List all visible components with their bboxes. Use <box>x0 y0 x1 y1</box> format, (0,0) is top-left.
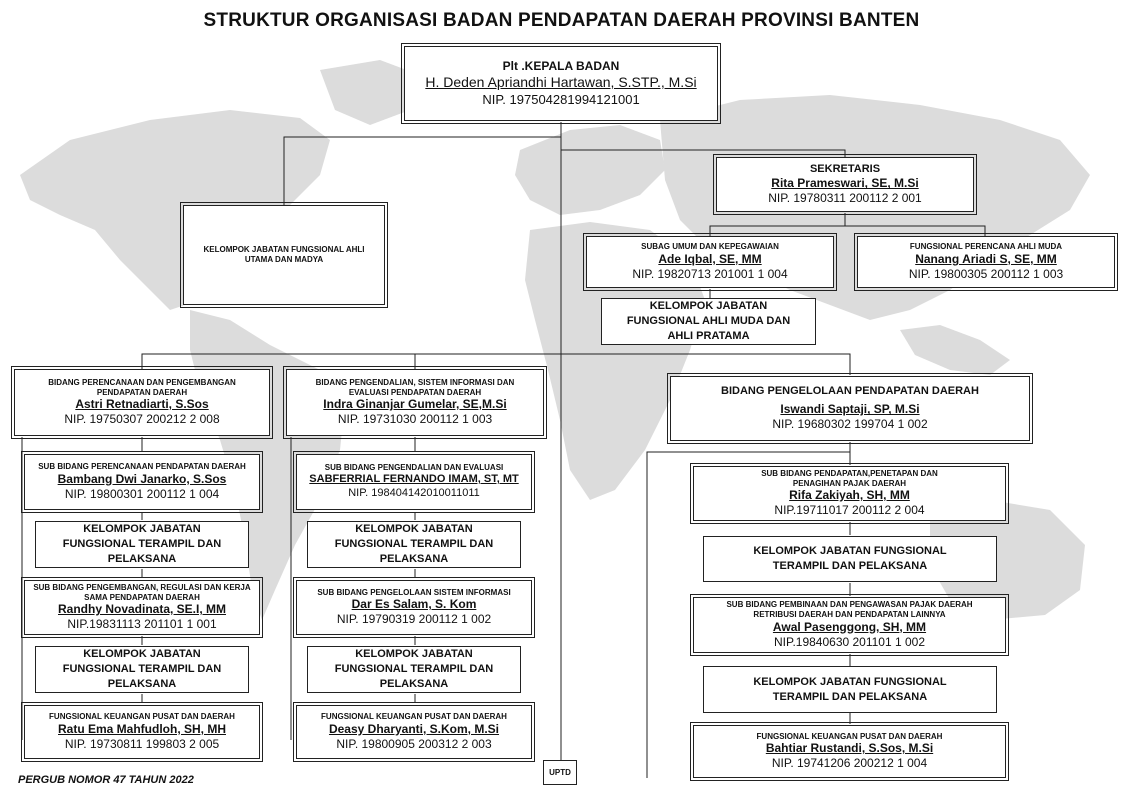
kjf-utama-label: KELOMPOK JABATAN FUNGSIONAL AHLI UTAMA DAN MADYA <box>203 245 365 264</box>
sub-penetapan-nip: NIP.19711017 200112 2 004 <box>774 503 925 518</box>
sub-perencanaan-nip: NIP. 19800301 200112 1 004 <box>64 486 220 501</box>
page-title: STRUKTUR ORGANISASI BADAN PENDAPATAN DAERAH PROVINSI BANTEN <box>203 10 920 31</box>
sub-pembinaan-position: SUB BIDANG PEMBINAAN DAN PENGAWASAN PAJAK DAERAH RETRIBUSI DAERAH DAN PENDAPATAN LAINNYA <box>726 600 973 619</box>
subag-umum-box <box>586 236 834 288</box>
sub-pembinaan-box <box>693 597 1006 653</box>
kjf-perencanaan-1-label: KELOMPOK JABATAN FUNGSIONAL TERAMPIL DAN PELAKSANA <box>62 523 222 565</box>
sub-penetapan-box <box>693 466 1006 521</box>
bidang-pengelolaan-box <box>670 376 1030 441</box>
bidang-pengendalian-nip: NIP. 19731030 200112 1 003 <box>337 412 493 427</box>
sub-perencanaan-name: Bambang Dwi Janarko, S.Sos <box>57 471 227 486</box>
fungsional-keuangan-right-position: FUNGSIONAL KEUANGAN PUSAT DAN DAERAH <box>756 731 943 741</box>
bidang-pengelolaan-nip: NIP. 19680302 199704 1 002 <box>772 417 928 432</box>
sub-penetapan-name: Rifa Zakiyah, SH, MM <box>789 488 910 503</box>
sub-pengendalian-name: SABFERRIAL FERNANDO IMAM, ST, MT <box>309 473 519 486</box>
head-nip: NIP. 197504281994121001 <box>482 91 640 107</box>
sub-pengembangan-nip: NIP.19831113 201101 1 001 <box>67 617 217 632</box>
fungsional-keuangan-middle-position: FUNGSIONAL KEUANGAN PUSAT DAN DAERAH <box>321 712 507 722</box>
sub-sistem-informasi-position: SUB BIDANG PENGELOLAAN SISTEM INFORMASI <box>317 587 511 597</box>
bidang-pengelolaan-position: BIDANG PENGELOLAAN PENDAPATAN DAERAH <box>721 384 979 397</box>
sekretaris-box <box>716 157 974 212</box>
sub-pengembangan-position: SUB BIDANG PENGEMBANGAN, REGULASI DAN KERJA SAMA PENDAPATAN DAERAH <box>33 582 251 602</box>
subag-umum-position: SUBAG UMUM DAN KEPEGAWAIAN <box>641 242 779 252</box>
kjf-pengelolaan-2-label: KELOMPOK JABATAN FUNGSIONAL TERAMPIL DAN PELAKSANA <box>753 675 947 703</box>
kjf-pengendalian-2-label: KELOMPOK JABATAN FUNGSIONAL TERAMPIL DAN PELAKSANA <box>334 648 494 690</box>
uptd-box <box>543 760 577 785</box>
fungsional-keuangan-left-nip: NIP. 19730811 199803 2 005 <box>64 736 220 751</box>
sub-pengendalian-nip: NIP. 198404142010011011 <box>348 486 480 499</box>
bidang-pengendalian-position: BIDANG PENGENDALIAN, SISTEM INFORMASI DAN EVALUASI PENDAPATAN DAERAH <box>315 377 515 397</box>
fungsional-keuangan-right-name: Bahtiar Rustandi, S.Sos, M.Si <box>765 741 934 756</box>
sub-pembinaan-name: Awal Pasenggong, SH, MM <box>772 619 927 634</box>
sub-perencanaan-box <box>24 454 260 510</box>
kjf-pengendalian-1-label: KELOMPOK JABATAN FUNGSIONAL TERAMPIL DAN PELAKSANA <box>334 523 494 565</box>
fungsional-keuangan-left-box <box>24 705 260 759</box>
kjf-pengendalian-2-box <box>307 646 521 693</box>
sub-pengendalian-box <box>296 454 532 510</box>
sekretaris-position: SEKRETARIS <box>809 162 881 175</box>
kjf-perencanaan-1-box <box>35 521 249 568</box>
subag-umum-nip: NIP. 19820713 201001 1 004 <box>632 266 788 281</box>
sub-sistem-informasi-box <box>296 580 532 635</box>
sekretaris-nip: NIP. 19780311 200112 2 001 <box>768 191 922 206</box>
kjf-utama-box <box>183 205 385 305</box>
kjf-pengelolaan-1-box <box>703 536 997 582</box>
fungsional-keuangan-middle-nip: NIP. 19800905 200312 2 003 <box>336 736 492 751</box>
bidang-perencanaan-name: Astri Retnadiarti, S.Sos <box>75 397 209 412</box>
fungsional-keuangan-middle-name: Deasy Dharyanti, S.Kom, M.Si <box>328 721 500 736</box>
fungsional-keuangan-right-nip: NIP. 19741206 200212 1 004 <box>771 756 928 771</box>
sekretaris-name: Rita Prameswari, SE, M.Si <box>771 176 919 191</box>
subag-umum-name: Ade Iqbal, SE, MM <box>658 251 762 266</box>
kjf-perencanaan-2-label: KELOMPOK JABATAN FUNGSIONAL TERAMPIL DAN PELAKSANA <box>62 648 222 690</box>
bidang-pengendalian-box <box>286 369 544 436</box>
kjf-muda-label: KELOMPOK JABATAN FUNGSIONAL AHLI MUDA DAN AHLI PRATAMA <box>626 300 791 342</box>
sub-penetapan-position: SUB BIDANG PENDAPATAN,PENETAPAN DAN PENAGIHAN PAJAK DAERAH <box>761 468 938 488</box>
head-name: H. Deden Apriandhi Hartawan, S.STP., M.Si <box>425 74 697 91</box>
fungsional-keuangan-right-box <box>693 725 1006 778</box>
sub-sistem-informasi-nip: NIP. 19790319 200112 1 002 <box>336 612 492 627</box>
sub-pengembangan-name: Randhy Novadinata, SE.I, MM <box>57 602 227 617</box>
head-position: Plt .KEPALA BADAN <box>502 59 620 74</box>
kjf-muda-box <box>601 298 816 345</box>
fungsional-perencana-name: Nanang Ariadi S, SE, MM <box>915 251 1057 266</box>
kjf-perencanaan-2-box <box>35 646 249 693</box>
sub-pembinaan-nip: NIP.19840630 201101 1 002 <box>773 634 926 649</box>
kjf-pengelolaan-2-box <box>703 666 997 713</box>
sub-sistem-informasi-name: Dar Es Salam, S. Kom <box>351 597 477 612</box>
fungsional-perencana-position: FUNGSIONAL PERENCANA AHLI MUDA <box>909 242 1063 252</box>
fungsional-keuangan-middle-box <box>296 705 532 759</box>
sub-pengembangan-box <box>24 580 260 635</box>
sub-pengendalian-position: SUB BIDANG PENGENDALIAN DAN EVALUASI <box>324 463 504 473</box>
kjf-pengelolaan-1-label: KELOMPOK JABATAN FUNGSIONAL TERAMPIL DAN PELAKSANA <box>753 545 947 572</box>
kjf-pengendalian-1-box <box>307 521 521 568</box>
fungsional-keuangan-left-name: Ratu Ema Mahfudloh, SH, MH <box>58 721 226 736</box>
bidang-pengendalian-name: Indra Ginanjar Gumelar, SE,M.Si <box>323 397 507 412</box>
fungsional-perencana-box <box>857 236 1115 288</box>
uptd-label: UPTD <box>549 767 571 777</box>
bidang-perencanaan-nip: NIP. 19750307 200212 2 008 <box>64 412 220 427</box>
bidang-perencanaan-position: BIDANG PERENCANAAN DAN PENGEMBANGAN PENDAPATAN DAERAH <box>48 377 236 397</box>
bidang-pengelolaan-name: Iswandi Saptaji, SP, M.Si <box>780 402 920 417</box>
footer-regulation: PERGUB NOMOR 47 TAHUN 2022 <box>18 774 194 786</box>
bidang-perencanaan-box <box>14 369 270 436</box>
head-box <box>404 46 718 121</box>
sub-perencanaan-position: SUB BIDANG PERENCANAAN PENDAPATAN DAERAH <box>38 462 246 472</box>
fungsional-perencana-nip: NIP. 19800305 200112 1 003 <box>908 266 1064 281</box>
fungsional-keuangan-left-position: FUNGSIONAL KEUANGAN PUSAT DAN DAERAH <box>49 712 235 722</box>
